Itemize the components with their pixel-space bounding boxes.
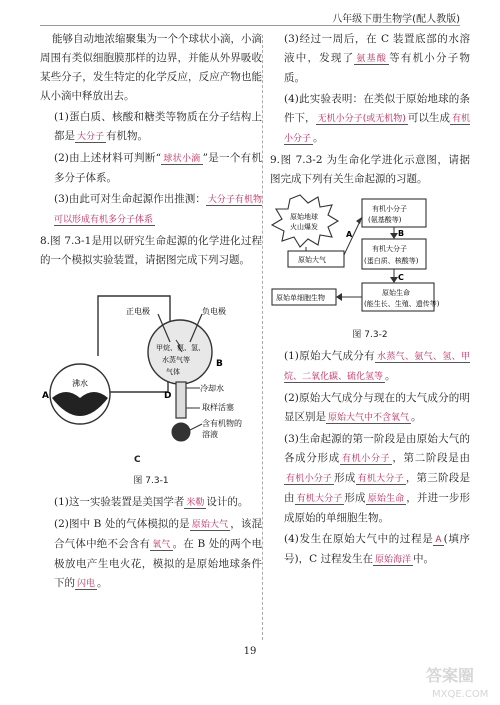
left-column bbox=[40, 30, 262, 594]
q8-1: (1)这一实验装置是美国学者 米勒 设计的。 bbox=[54, 496, 249, 508]
q8-2-answer-1: 原始大气 bbox=[191, 520, 229, 530]
q7-3: (3)由此可对生命起源作出推测： 大分子有机物可以形成有机多分子体系 bbox=[54, 193, 262, 225]
cool-label: 冷却水 bbox=[200, 384, 224, 393]
svg-text:含有机物的: 含有机物的 bbox=[202, 419, 242, 428]
atmos-label: 原始大气 bbox=[298, 256, 326, 264]
q8-stem: 8.图 7.3-1是用以研究生命起源的化学进化过程的一个模拟实验装置，请据图完成下列习题。 bbox=[40, 235, 262, 266]
arrow-a-label: A bbox=[346, 230, 353, 239]
q7-3-answer: 大分子有机物可以形成有机多分子体系 bbox=[54, 195, 262, 225]
q9-stem: 9.图 7.3-2 为生命化学进化示意图，请据图完成下列有关生命起源的习题。 bbox=[270, 154, 470, 185]
flask-b bbox=[148, 320, 212, 384]
q9-2-answer: 原始大气中不含氧气 bbox=[328, 413, 410, 423]
flask-c bbox=[172, 423, 190, 441]
arrow-c-label: C bbox=[398, 273, 404, 282]
svg-text:(能生长、生殖、遗传等): (能生长、生殖、遗传等) bbox=[364, 300, 440, 308]
miller-apparatus-diagram bbox=[40, 274, 262, 444]
figure-7-3-1-caption: 图 7.3-1 bbox=[133, 476, 169, 486]
valve-label: 取样活塞 bbox=[202, 403, 234, 412]
svg-text:有机小分子: 有机小分子 bbox=[372, 205, 407, 213]
svg-text:火山爆发: 火山爆发 bbox=[290, 223, 318, 231]
figure-7-3-2-caption: 图 7.3-2 bbox=[352, 330, 388, 340]
svg-text:原始生命: 原始生命 bbox=[382, 289, 410, 297]
q9-3-answer-1: 有机小分子 bbox=[341, 454, 391, 464]
svg-text:气体: 气体 bbox=[166, 368, 180, 376]
condenser-d bbox=[176, 382, 186, 418]
right-column bbox=[270, 30, 470, 570]
q8-1-answer: 米勒 bbox=[186, 498, 205, 508]
page-number: 19 bbox=[243, 646, 257, 657]
q9-3-answer-3: 有机大分子 bbox=[357, 474, 404, 484]
q8-4-answer-1: 无机小分子(或无机物) bbox=[317, 114, 406, 124]
q9-1: (1)原始大气成分有 水蒸气、氨气、氢、甲烷、二氧化碳、硫化氢等 。 bbox=[284, 350, 470, 382]
q9-3-answer-4: 有机大分子 bbox=[296, 494, 343, 504]
q9-4: (4)发生在原始大气中的过程是 A (填序号)，C 过程发生在 原始海洋 中。 bbox=[284, 533, 470, 565]
figure-7-3-1 bbox=[40, 274, 262, 491]
svg-text:溶液: 溶液 bbox=[202, 430, 218, 439]
boil-label: 沸水 bbox=[72, 379, 88, 388]
q9-4-answer-1: A bbox=[435, 535, 442, 545]
neg-electrode-label: 负电极 bbox=[202, 307, 226, 316]
q8-2-answer-3: 闪电 bbox=[77, 579, 96, 589]
label-c: C bbox=[134, 455, 141, 465]
q7-2-answer: 球状小滴 bbox=[163, 154, 201, 164]
intro-text: 能够自动地浓缩聚集为一个个球状小滴，小滴周围有类似细胞膜那样的边界，并能从外界吸收某些分子，发生特定的化学反应，反应产物也能从小滴中释放出去。 bbox=[40, 33, 262, 102]
svg-text:(氨基酸等): (氨基酸等) bbox=[368, 216, 402, 224]
q7-1-text: (1)蛋白质、核酸和糖类等物质在分子结构上都是 bbox=[54, 111, 262, 142]
q7-2: (2)由上述材料可判断“ 球状小滴 ”是一个有机多分子体系。 bbox=[54, 152, 262, 184]
svg-text:MXQE.COM: MXQE.COM bbox=[432, 689, 489, 700]
volcano-starburst-icon bbox=[272, 195, 338, 247]
svg-text:答案圈: 答案圈 bbox=[426, 666, 475, 685]
cell-label: 原始单细胞生物 bbox=[276, 294, 325, 302]
page-header: 八年级下册生物学(配人教版) bbox=[332, 14, 460, 25]
q9-2: (2)原始大气成分与现在的大气成分的明显区别是 原始大气中不含氧气 。 bbox=[284, 392, 470, 423]
q9-3-answer-5: 原始生命 bbox=[367, 494, 405, 504]
q8-4-answer-2: 有机小分子 bbox=[284, 114, 470, 144]
q7-1: (1)蛋白质、核酸和糖类等物质在分子结构上都是 大分子 有机物。 bbox=[54, 111, 262, 142]
column-divider bbox=[262, 35, 263, 640]
q8-3-answer: 氨基酸 bbox=[356, 54, 388, 64]
svg-text:(蛋白质、核酸等): (蛋白质、核酸等) bbox=[364, 257, 419, 265]
arrow-b-label: B bbox=[398, 229, 405, 238]
q9-1-answer: 水蒸气、氨气、氢、甲烷、二氧化碳、硫化氢等 bbox=[284, 352, 470, 382]
header-rule bbox=[40, 25, 460, 26]
q8-2-answer-2: 氧气 bbox=[152, 540, 171, 550]
svg-text:有机大分子: 有机大分子 bbox=[372, 245, 407, 253]
q9-3-answer-2: 有机小分子 bbox=[286, 474, 333, 484]
label-a: A bbox=[42, 391, 49, 401]
figure-7-3-2 bbox=[270, 193, 470, 345]
q8-3: (3)经过一周后，在 C 装置底部的水溶液中，发现了 氨基酸 等有机小分子物质。 bbox=[284, 33, 471, 84]
label-d: D bbox=[164, 391, 172, 401]
svg-text:甲烷、氨、氢、: 甲烷、氨、氢、 bbox=[156, 344, 205, 352]
watermark-logo bbox=[424, 661, 496, 701]
label-b: B bbox=[216, 359, 223, 369]
q8-2: (2)图中 B 处的气体模拟的是 原始大气 ，该混合气体中绝不会含有 氧气 。在 B 处的两个电极放电产生电火花，模拟的是原始地球条件下的 闪电 。 bbox=[54, 518, 262, 589]
svg-text:水蒸气等: 水蒸气等 bbox=[162, 356, 190, 364]
q9-4-answer-2: 原始海洋 bbox=[374, 555, 411, 565]
q8-4: (4)此实验表明：在类似于原始地球的条件下， 无机小分子(或无机物) 可以生成 有机小分子 。 bbox=[284, 93, 470, 144]
chemical-evolution-diagram bbox=[270, 193, 470, 317]
pos-electrode-label: 正电极 bbox=[126, 307, 150, 316]
q7-1-answer: 大分子 bbox=[77, 132, 105, 142]
svg-text:原始地球: 原始地球 bbox=[290, 213, 318, 221]
q9-3: (3)生命起源的第一阶段是由原始大气的各成分形成 有机小分子 ，第二阶段是由有机小分子 形成 有机大分子 ，第三阶段是由 有机大分子 形成 原始生命 ，并进一步形成原始的单细胞生物。 bbox=[284, 433, 471, 524]
